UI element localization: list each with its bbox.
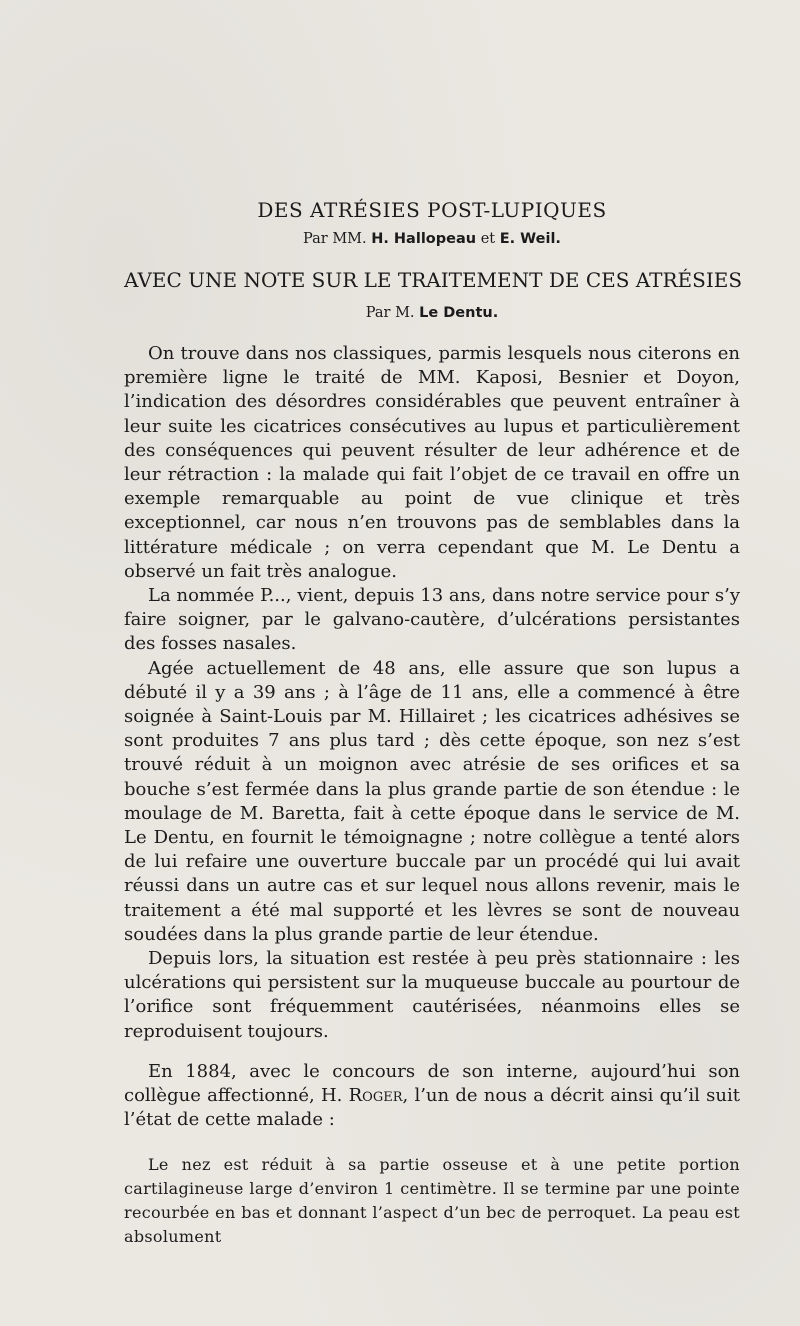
note-byline (124, 302, 740, 324)
paragraph: Agée actuellement de 48 ans, elle assure que son lupus a débuté il y a 39 ans ; à l’âge de 11 ans, elle a commencé à être soignée à Saint-Louis par M. Hillairet ; les cicatrices adhésives se sont produites 7 ans plus tard ; dès cette époque, son nez s’est trouvé réduit à un moignon avec atrésie de ses orifices et sa bouche s’est fermée dans la plus grande partie de son étendue : le moulage de M. Baretta, fait à cette époque dans le service de M. Le Dentu, en fournit le témoignagne ; notre collègue a tenté alors de lui refaire une ouverture buccale par un procédé qui lui avait réussi dans un autre cas et sur lequel nous allons revenir, mais le traitement a été mal supporté et les lèvres se sont de nouveau soudées dans la plus grande partie de leur étendue. (124, 657, 740, 945)
authors-byline (124, 228, 740, 250)
paragraph-1884-start: En 1884, avec le concours de son interne, aujourd’hui son collègue affectionné, H. (124, 1060, 740, 1107)
author-weil: E. Weil. (499, 231, 561, 247)
paragraph-1884-end: , l’un de nous a décrit ainsi qu’il suit l’état de cette malade : (124, 1085, 740, 1131)
article (124, 196, 743, 1249)
paragraph: La nommée P..., vient, depuis 13 ans, dans notre service pour s’y faire soigner, par le galvano-cautère, d’ulcérations persistantes des fosses nasales. (124, 585, 740, 655)
author-le-dentu: Le Dentu. (419, 305, 499, 321)
article-subtitle: AVEC UNE NOTE SUR LE TRAITEMENT DE CES ATRÉSIES (124, 268, 743, 292)
paragraph: On trouve dans nos classiques, parmis lesquels nous citerons en première ligne le traité de MM. Kaposi, Besnier et Doyon, l’indication des désordres considérables que peuvent entraîner à leur suite les cicatrices consécutives au lupus et particulièrement des conséquences qui peuvent résulter de leur adhérence et de leur rétraction : la malade qui fait l’objet de ce travail en offre un exemple remarquable au point de vue clinique et très exceptionnel, car nous n’en trouvons pas de semblables dans la littérature médicale ; on verra cependant que M. Le Dentu a observé un fait très analogue. (124, 343, 740, 582)
article-title: DES ATRÉSIES POST-LUPIQUES (257, 198, 607, 222)
author-hallopeau: H. Hallopeau (371, 231, 477, 247)
note-byline-prefix: Par M. (365, 305, 415, 321)
paragraph: Depuis lors, la situation est restée à peu près stationnaire : les ulcérations qui persistent sur la muqueuse buccale au pourtour de l’orifice sont fréquemment cautérisées, néanmoins elles se reproduisent toujours. (124, 948, 740, 1042)
quoted-observation: Le nez est réduit à sa partie osseuse et à une petite portion cartilagineuse large d’environ 1 centimètre. Il se termine par une pointe recourbée en bas et donnant l’aspect d’un bec de perroquet. La peau est absolument (124, 1154, 740, 1246)
name-roger: Roger (348, 1085, 403, 1107)
paragraph-1884 (124, 1060, 740, 1133)
byline-conjunction: et (480, 231, 496, 247)
byline-prefix: Par MM. (303, 231, 367, 247)
